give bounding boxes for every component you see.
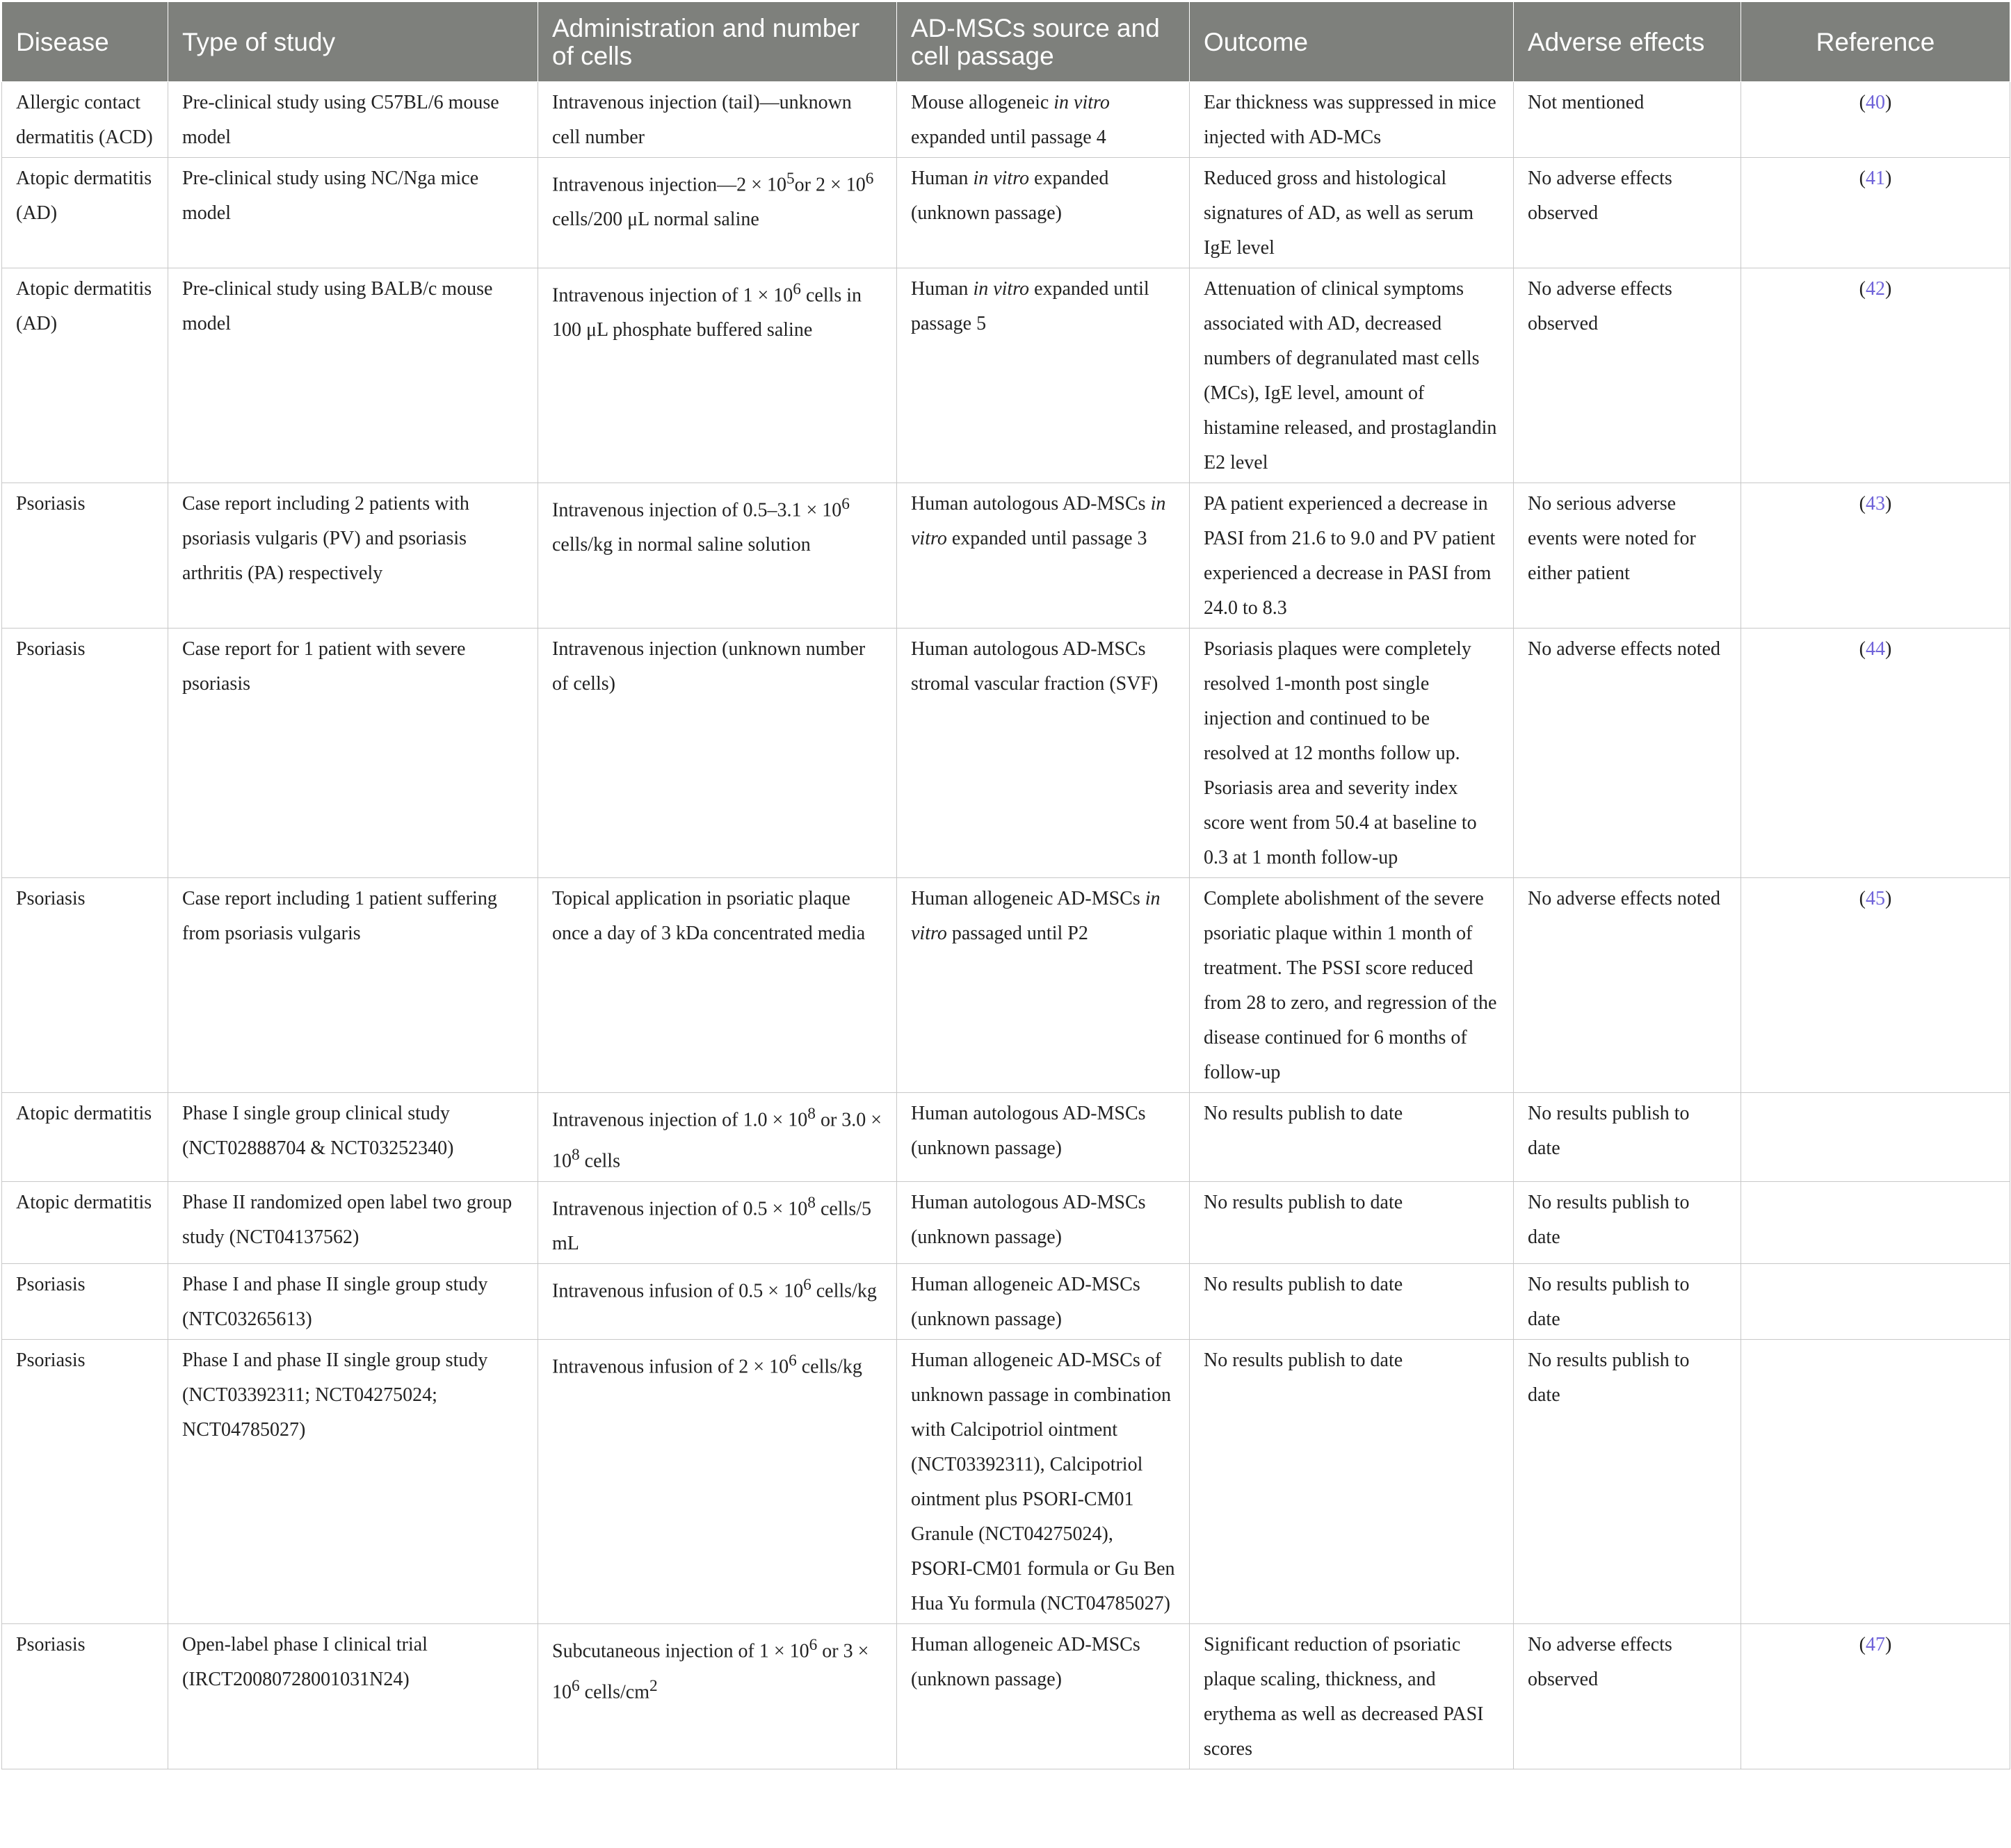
- cell-type: Phase I and phase II single group study (NCT03392311; NCT04275024; NCT04785027): [168, 1339, 538, 1623]
- cell-disease: Psoriasis: [2, 1623, 168, 1769]
- cell-type: Case report for 1 patient with severe psoriasis: [168, 629, 538, 878]
- cell-type: Phase I and phase II single group study (NTC03265613): [168, 1263, 538, 1339]
- cell-type: Pre-clinical study using NC/Nga mice model: [168, 158, 538, 268]
- cell-type: Phase II randomized open label two group study (NCT04137562): [168, 1181, 538, 1263]
- cell-outcome: Reduced gross and histological signatures of AD, as well as serum IgE level: [1190, 158, 1514, 268]
- reference-link[interactable]: 44: [1866, 638, 1885, 660]
- cell-type: Case report including 2 patients with psoriasis vulgaris (PV) and psoriasis arthritis (PA) respectively: [168, 483, 538, 629]
- cell-type: Pre-clinical study using BALB/c mouse model: [168, 268, 538, 483]
- ref-bracket: ): [1885, 1633, 1892, 1655]
- cell-reference: [1741, 483, 2010, 629]
- cell-type: Pre-clinical study using C57BL/6 mouse model: [168, 82, 538, 158]
- cell-disease: Psoriasis: [2, 1339, 168, 1623]
- reference-link[interactable]: 40: [1866, 92, 1885, 113]
- admin-exponent: 6: [841, 495, 850, 513]
- ref-bracket: (: [1859, 92, 1866, 113]
- cell-outcome: Psoriasis plaques were completely resolved 1-month post single injection and continued to be resolved at 12 months follow up. Psoriasis area and severity index score went from 50.4 at baseline to 0.3 at 1 month follow-up: [1190, 629, 1514, 878]
- cell-source: Human allogeneic AD-MSCs (unknown passage): [897, 1263, 1190, 1339]
- admin-text: Subcutaneous injection of 1 × 10: [552, 1640, 809, 1662]
- source-text: expanded until passage 3: [946, 528, 1147, 549]
- ref-bracket: (: [1859, 1633, 1866, 1655]
- table-row: [2, 483, 2010, 629]
- source-italic: in vitro: [911, 888, 1161, 944]
- admin-text: cells/5 mL: [552, 1197, 872, 1254]
- table-row: [2, 629, 2010, 878]
- cell-disease: Allergic contact dermatitis (ACD): [2, 82, 168, 158]
- source-italic: in vitro: [911, 493, 1166, 549]
- cell-admin: [538, 158, 897, 268]
- admin-text: cells in 100 μL phosphate buffered saline: [552, 284, 862, 341]
- source-text: Human allogeneic AD-MSCs: [911, 888, 1145, 909]
- cell-outcome: Attenuation of clinical symptoms associated with AD, decreased numbers of degranulated mast cells (MCs), IgE level, amount of histamine released, and prostaglandin E2 level: [1190, 268, 1514, 483]
- source-text: passaged until P2: [946, 923, 1088, 944]
- cell-admin: [538, 1339, 897, 1623]
- cell-admin: [538, 483, 897, 629]
- admin-exponent: 5: [786, 170, 795, 188]
- admin-text: Intravenous infusion of 0.5 × 10: [552, 1280, 804, 1302]
- ref-bracket: (: [1859, 493, 1866, 514]
- cell-admin: [538, 268, 897, 483]
- cell-adverse: No results publish to date: [1514, 1093, 1741, 1182]
- cell-adverse: No adverse effects observed: [1514, 1623, 1741, 1769]
- admin-text: Intravenous infusion of 2 × 10: [552, 1356, 789, 1378]
- cell-outcome: No results publish to date: [1190, 1181, 1514, 1263]
- admin-text: cells/cm: [579, 1681, 649, 1703]
- cell-type: Open-label phase I clinical trial (IRCT20080728001031N24): [168, 1623, 538, 1769]
- reference-link[interactable]: 41: [1866, 168, 1885, 189]
- cell-admin: Intravenous injection (unknown number of cells): [538, 629, 897, 878]
- cell-reference: [1741, 1623, 2010, 1769]
- reference-link[interactable]: 43: [1866, 493, 1885, 514]
- cell-type: Case report including 1 patient suffering from psoriasis vulgaris: [168, 878, 538, 1093]
- admin-exponent: 6: [809, 1635, 818, 1654]
- cell-reference: [1741, 1263, 2010, 1339]
- cell-outcome: No results publish to date: [1190, 1093, 1514, 1182]
- table-row: [2, 1093, 2010, 1182]
- cell-disease: Psoriasis: [2, 1263, 168, 1339]
- table-header: [2, 2, 2010, 82]
- source-italic: in vitro: [973, 168, 1030, 189]
- cell-outcome: No results publish to date: [1190, 1263, 1514, 1339]
- table-row: [2, 1623, 2010, 1769]
- table-row: [2, 158, 2010, 268]
- header-adverse-effects: Adverse effects: [1514, 2, 1741, 82]
- cell-reference: [1741, 1181, 2010, 1263]
- admin-text: or 3.0 × 10: [552, 1109, 882, 1172]
- admin-text: Intravenous injection—2 × 10: [552, 174, 786, 196]
- studies-table: [1, 1, 2010, 1769]
- cell-outcome: PA patient experienced a decrease in PASI from 21.6 to 9.0 and PV patient experienced a decrease in PASI from 24.0 to 8.3: [1190, 483, 1514, 629]
- source-text: Human: [911, 168, 974, 189]
- cell-admin: Topical application in psoriatic plaque once a day of 3 kDa concentrated media: [538, 878, 897, 1093]
- cell-disease: Atopic dermatitis (AD): [2, 268, 168, 483]
- source-text: Mouse allogeneic: [911, 92, 1054, 113]
- cell-adverse: Not mentioned: [1514, 82, 1741, 158]
- ref-bracket: ): [1885, 168, 1892, 189]
- cell-admin: [538, 1181, 897, 1263]
- source-text: Human autologous AD-MSCs: [911, 493, 1151, 514]
- admin-exponent: 6: [803, 1275, 811, 1294]
- admin-exponent: 8: [807, 1193, 816, 1212]
- admin-text: or 2 × 10: [794, 174, 866, 196]
- cell-adverse: No adverse effects observed: [1514, 268, 1741, 483]
- admin-exponent: 2: [649, 1677, 658, 1696]
- source-text: expanded (unknown passage): [911, 168, 1109, 224]
- admin-text: cells: [579, 1150, 620, 1172]
- table-row: [2, 1181, 2010, 1263]
- reference-link[interactable]: 45: [1866, 888, 1885, 909]
- admin-text: cells/200 μL normal saline: [552, 209, 759, 231]
- table-row: [2, 1339, 2010, 1623]
- ref-bracket: ): [1885, 638, 1892, 660]
- reference-link[interactable]: 42: [1866, 278, 1885, 300]
- admin-text: Intravenous injection of 1 × 10: [552, 284, 793, 307]
- cell-reference: [1741, 82, 2010, 158]
- admin-text: cells/kg in normal saline solution: [552, 534, 811, 556]
- cell-outcome: Significant reduction of psoriatic plaque scaling, thickness, and erythema as well as decreased PASI scores: [1190, 1623, 1514, 1769]
- cell-outcome: No results publish to date: [1190, 1339, 1514, 1623]
- table-row: [2, 268, 2010, 483]
- cell-disease: Atopic dermatitis: [2, 1181, 168, 1263]
- cell-reference: [1741, 878, 2010, 1093]
- admin-exponent: 6: [572, 1677, 580, 1696]
- cell-source: Human allogeneic AD-MSCs of unknown passage in combination with Calcipotriol ointment (NCT03392311), Calcipotriol ointment plus PSORI-CM01 Granule (NCT04275024), PSORI-CM01 formula or Gu Ben Hua Yu formula (NCT04785027): [897, 1339, 1190, 1623]
- cell-disease: Atopic dermatitis: [2, 1093, 168, 1182]
- ref-bracket: (: [1859, 168, 1866, 189]
- ref-bracket: (: [1859, 888, 1866, 909]
- cell-outcome: Ear thickness was suppressed in mice injected with AD-MCs: [1190, 82, 1514, 158]
- admin-text: or 3 × 10: [552, 1640, 869, 1703]
- cell-reference: [1741, 158, 2010, 268]
- ref-bracket: (: [1859, 278, 1866, 300]
- ref-bracket: ): [1885, 888, 1892, 909]
- admin-text: Intravenous injection of 0.5–3.1 × 10: [552, 499, 842, 521]
- cell-source: Human allogeneic AD-MSCs (unknown passage): [897, 1623, 1190, 1769]
- table-body: [2, 82, 2010, 1769]
- cell-adverse: No adverse effects observed: [1514, 158, 1741, 268]
- cell-source: [897, 483, 1190, 629]
- cell-source: Human autologous AD-MSCs stromal vascular fraction (SVF): [897, 629, 1190, 878]
- table-row: [2, 878, 2010, 1093]
- cell-reference: [1741, 268, 2010, 483]
- admin-exponent: 6: [789, 1351, 797, 1370]
- ref-bracket: ): [1885, 92, 1892, 113]
- cell-disease: Psoriasis: [2, 878, 168, 1093]
- cell-source: Human autologous AD-MSCs (unknown passage): [897, 1181, 1190, 1263]
- cell-source: [897, 82, 1190, 158]
- admin-exponent: 6: [793, 280, 801, 298]
- table-row: [2, 82, 2010, 158]
- header-row: [2, 2, 2010, 82]
- source-text: expanded until passage 5: [911, 278, 1149, 334]
- header-source: AD-MSCs source and cell passage: [897, 2, 1190, 82]
- cell-disease: Psoriasis: [2, 629, 168, 878]
- source-text: expanded until passage 4: [911, 127, 1106, 148]
- cell-source: Human autologous AD-MSCs (unknown passage): [897, 1093, 1190, 1182]
- cell-source: [897, 268, 1190, 483]
- cell-adverse: No results publish to date: [1514, 1181, 1741, 1263]
- header-reference: Reference: [1741, 2, 2010, 82]
- cell-admin: [538, 1263, 897, 1339]
- cell-admin: Intravenous injection (tail)—unknown cell number: [538, 82, 897, 158]
- ref-bracket: (: [1859, 638, 1866, 660]
- source-text: Human: [911, 278, 974, 300]
- cell-outcome: Complete abolishment of the severe psoriatic plaque within 1 month of treatment. The PSSI score reduced from 28 to zero, and regression of the disease continued for 6 months of follow-up: [1190, 878, 1514, 1093]
- cell-type: Phase I single group clinical study (NCT02888704 & NCT03252340): [168, 1093, 538, 1182]
- cell-adverse: No adverse effects noted: [1514, 878, 1741, 1093]
- cell-adverse: No results publish to date: [1514, 1339, 1741, 1623]
- cell-reference: [1741, 1339, 2010, 1623]
- admin-text: cells/kg: [796, 1356, 862, 1378]
- cell-source: [897, 158, 1190, 268]
- admin-text: Intravenous injection of 1.0 × 10: [552, 1109, 808, 1131]
- cell-disease: Psoriasis: [2, 483, 168, 629]
- admin-text: cells/kg: [811, 1280, 877, 1302]
- ref-bracket: ): [1885, 493, 1892, 514]
- table-row: [2, 1263, 2010, 1339]
- cell-reference: [1741, 629, 2010, 878]
- cell-adverse: No serious adverse events were noted for either patient: [1514, 483, 1741, 629]
- header-outcome: Outcome: [1190, 2, 1514, 82]
- source-italic: in vitro: [973, 278, 1030, 300]
- source-italic: in vitro: [1053, 92, 1110, 113]
- admin-exponent: 8: [807, 1105, 816, 1123]
- cell-adverse: No results publish to date: [1514, 1263, 1741, 1339]
- cell-source: [897, 878, 1190, 1093]
- cell-adverse: No adverse effects noted: [1514, 629, 1741, 878]
- admin-exponent: 8: [572, 1146, 580, 1165]
- reference-link[interactable]: 47: [1866, 1633, 1885, 1655]
- header-type-of-study: Type of study: [168, 2, 538, 82]
- cell-reference: [1741, 1093, 2010, 1182]
- ref-bracket: ): [1885, 278, 1892, 300]
- admin-exponent: 6: [865, 170, 874, 188]
- cell-disease: Atopic dermatitis (AD): [2, 158, 168, 268]
- cell-admin: [538, 1623, 897, 1769]
- header-disease: Disease: [2, 2, 168, 82]
- cell-admin: [538, 1093, 897, 1182]
- admin-text: Intravenous injection of 0.5 × 10: [552, 1197, 808, 1219]
- header-administration: Administration and number of cells: [538, 2, 897, 82]
